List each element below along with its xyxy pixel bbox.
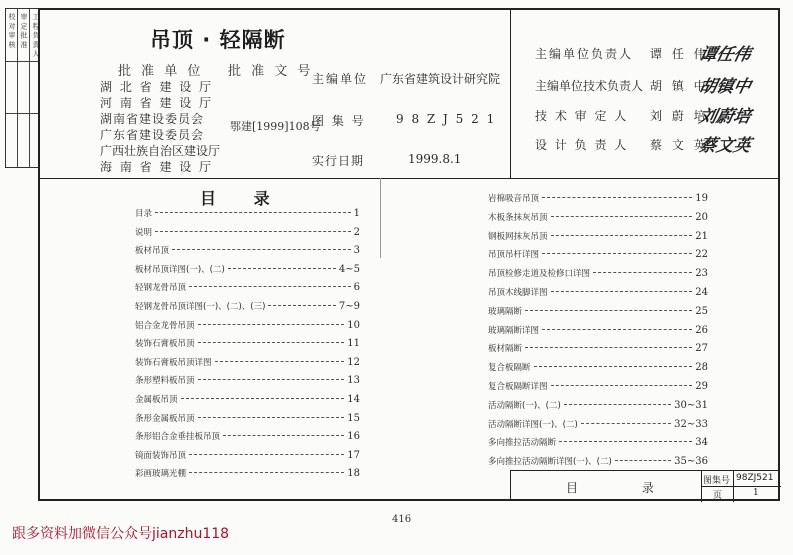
- toc-entry-page: 22: [695, 249, 708, 261]
- person-name: 蔡 文 英: [650, 138, 709, 152]
- tb-page-label: 页: [713, 491, 723, 501]
- toc-entry-title: 轻钢龙骨吊顶: [135, 283, 187, 294]
- toc-leader: [189, 472, 344, 473]
- toc-leader: [551, 291, 693, 292]
- toc-entry-title: 装饰石膏板吊顶: [135, 339, 195, 350]
- toc-entry-title: 板材吊顶详图(一)、(二): [135, 264, 225, 275]
- toc-leader: [189, 286, 351, 287]
- toc-leader: [525, 347, 692, 348]
- toc-entry-title: 条形金属板吊顶: [135, 413, 195, 424]
- toc-entry-page: 34: [695, 437, 708, 449]
- footer-note: 跟多资料加微信公众号jianzhu118: [12, 526, 230, 542]
- date-label: 实行日期: [312, 154, 365, 168]
- person-name: 刘 蔚 培: [650, 109, 709, 123]
- toc-entry-title: 说明: [135, 227, 153, 238]
- toc-entry: [488, 193, 708, 205]
- toc-entry: [135, 394, 360, 406]
- toc-entry: [488, 325, 708, 337]
- toc-entry-title: 目录: [135, 209, 153, 219]
- toc-entry-title: 轻钢龙骨吊顶详图(一)、(二)、(三): [135, 302, 266, 312]
- toc-leader: [155, 231, 351, 232]
- toc-entry: [135, 320, 360, 332]
- toc-entry: [135, 468, 360, 480]
- toc-entry-title: 玻璃隔断详图: [488, 325, 540, 336]
- toc-leader: [534, 366, 693, 367]
- toc-entry-page: 20: [695, 211, 708, 223]
- toc-entry: [135, 208, 360, 220]
- toc-leader: [268, 305, 335, 306]
- title-block: [510, 470, 780, 501]
- toc-leader: [564, 404, 671, 405]
- toc-leader: [542, 253, 692, 254]
- toc-entry: [488, 249, 708, 261]
- approval-unit: 湖 北 省 建 设 厅: [100, 80, 214, 94]
- strip-col-3: 工 程 负 责 人: [32, 13, 40, 57]
- toc-leader: [551, 216, 693, 217]
- approval-unit: 河 南 省 建 设 厅: [100, 96, 214, 110]
- toc-entry-page: 7~9: [338, 301, 360, 312]
- toc-entry-page: 29: [695, 381, 708, 392]
- toc-entry-page: 13: [347, 375, 360, 387]
- toc-leader: [542, 197, 692, 198]
- tb-atlas-label: 图集号: [703, 476, 731, 486]
- approval-unit: 广西壮族自治区建设厅: [100, 144, 221, 158]
- toc-entry-page: 1: [353, 208, 360, 219]
- toc-entry: [135, 413, 360, 425]
- toc-entry-title: 岩棉吸音吊顶: [488, 194, 540, 204]
- date-value: 1999.8.1: [408, 152, 462, 166]
- tb-divider: [701, 486, 781, 487]
- toc-entry: [135, 357, 360, 369]
- toc-entry-title: 多向推拉活动隔断详图(一)、(二): [488, 457, 612, 468]
- toc-entry: [488, 268, 708, 280]
- toc-entry-title: 复合板隔断: [488, 363, 531, 374]
- approval-doc-label: 批 准 文 号: [228, 64, 314, 79]
- toc-entry: [135, 227, 360, 239]
- toc-entry: [488, 419, 708, 431]
- header-divider: [38, 178, 780, 179]
- strip-col-2: 审 定 批 准: [20, 13, 28, 48]
- toc-leader: [181, 398, 345, 399]
- toc-entry-page: 10: [347, 319, 360, 331]
- toc-leader: [615, 460, 671, 461]
- signature: 胡镇中: [697, 77, 753, 97]
- atlas-value: 9 8 Z J 5 2 1: [396, 112, 497, 126]
- toc-entry-title: 吊顶检修走道及检修口详图: [488, 269, 591, 280]
- approval-unit: 海 南 省 建 设 厅: [100, 160, 214, 174]
- approval-unit: 广东省建设委员会: [100, 128, 205, 142]
- toc-entry-page: 21: [695, 230, 708, 242]
- toc-title: 目 录: [200, 189, 286, 208]
- toc-entry-page: 19: [695, 193, 708, 204]
- toc-leader: [581, 423, 671, 424]
- toc-entry-page: 4~5: [338, 263, 360, 275]
- toc-leader: [198, 417, 345, 418]
- toc-entry-page: 15: [347, 412, 360, 424]
- toc-entry-title: 钢板网抹灰吊顶: [488, 231, 548, 242]
- toc-entry-title: 吊顶木线脚详图: [488, 288, 548, 298]
- toc-entry-title: 金属板吊顶: [135, 395, 178, 405]
- toc-entry: [135, 264, 360, 276]
- toc-entry: [488, 381, 708, 393]
- toc-entry-page: 35~36: [674, 456, 708, 468]
- strip-col-1: 校 对 审 核: [8, 13, 16, 48]
- toc-leader: [551, 235, 693, 236]
- toc-entry-page: 16: [347, 431, 360, 443]
- toc-entry: [135, 301, 360, 313]
- toc-leader: [223, 435, 344, 436]
- toc-entry: [135, 338, 360, 350]
- toc-leader: [559, 441, 692, 442]
- toc-entry-page: 17: [347, 449, 360, 461]
- approval-unit-label: 批 准 单 位: [118, 64, 204, 79]
- side-approval-strip: [5, 8, 40, 168]
- toc-leader: [525, 310, 692, 311]
- toc-leader: [593, 272, 692, 273]
- tb-atlas-value: 98ZJ521: [736, 473, 774, 483]
- toc-entry-page: 3: [353, 245, 360, 257]
- title-block-label: 目 录: [566, 481, 684, 495]
- toc-leader: [551, 385, 693, 386]
- page-number: 416: [392, 514, 412, 525]
- toc-entry-page: 23: [695, 268, 708, 280]
- toc-leader: [155, 212, 351, 213]
- toc-entry: [135, 245, 360, 257]
- toc-entry: [488, 306, 708, 318]
- toc-leader: [198, 379, 345, 380]
- toc-entry-title: 吊顶吊杆详图: [488, 250, 540, 261]
- person-name: 胡 镇 中: [650, 79, 709, 93]
- role-design-lead: 设 计 负 责 人: [535, 138, 629, 152]
- toc-entry-page: 14: [347, 394, 360, 405]
- signature: 谭任伟: [697, 45, 753, 65]
- toc-entry-page: 27: [695, 343, 708, 355]
- toc-entry-page: 6: [353, 282, 360, 294]
- editor-label: 主编单位: [312, 72, 369, 86]
- toc-entry-title: 活动隔断详图(一)、(二): [488, 419, 578, 430]
- signature: 刘蔚培: [697, 107, 753, 127]
- toc-entry-title: 板材隔断: [488, 344, 523, 355]
- toc-entry: [488, 456, 708, 468]
- toc-entry-page: 12: [347, 356, 360, 368]
- toc-entry: [488, 343, 708, 355]
- toc-entry: [488, 287, 708, 299]
- role-tech-review: 技 术 审 定 人: [535, 109, 629, 123]
- toc-leader: [542, 329, 692, 330]
- toc-entry: [488, 212, 708, 224]
- toc-leader: [198, 342, 345, 343]
- toc-entry-page: 32~33: [674, 418, 708, 430]
- toc-entry: [135, 431, 360, 443]
- toc-entry-title: 玻璃隔断: [488, 306, 523, 317]
- toc-entry-title: 彩画玻璃光棚: [135, 469, 187, 480]
- toc-leader: [198, 324, 345, 325]
- person-name: 谭 任 伟: [650, 47, 709, 61]
- toc-entry-title: 板材吊顶: [135, 246, 170, 257]
- atlas-label: 图 集 号: [312, 114, 366, 128]
- toc-entry-title: 装饰石膏板吊顶详图: [135, 357, 212, 368]
- toc-leader: [189, 454, 344, 455]
- role-tech-chief: 主编单位技术负责人: [535, 79, 644, 93]
- toc-entry-page: 18: [347, 468, 360, 480]
- approval-doc-number: 鄂建[1999]108号: [230, 120, 321, 133]
- toc-entry-page: 11: [347, 338, 360, 350]
- toc-leader: [172, 249, 351, 250]
- toc-entry-title: 活动隔断(一)、(二): [488, 400, 561, 411]
- role-chief-unit: 主编单位负责人: [535, 47, 634, 61]
- page-title: 吊顶 · 轻隔断: [150, 28, 286, 52]
- toc-entry: [488, 400, 708, 412]
- toc-entry-title: 复合板隔断详图: [488, 382, 548, 392]
- signature: 蔡文英: [697, 136, 753, 156]
- toc-entry: [135, 282, 360, 294]
- editor-value: 广东省建筑设计研究院: [380, 72, 501, 86]
- tb-page-value: 1: [753, 488, 759, 498]
- approval-unit: 湖南省建设委员会: [100, 112, 205, 126]
- toc-entry: [135, 375, 360, 387]
- toc-entry-title: 多向推拉活动隔断: [488, 438, 557, 449]
- toc-leader: [215, 361, 345, 362]
- header-vertical-divider: [510, 8, 511, 178]
- toc-leader: [228, 268, 336, 269]
- toc-entry-page: 25: [695, 305, 708, 317]
- toc-entry-page: 2: [353, 226, 360, 238]
- toc-entry: [488, 231, 708, 243]
- toc-entry-title: 条形铝合金垂挂板吊顶: [135, 432, 221, 443]
- toc-entry-title: 镜面装饰吊顶: [135, 450, 187, 461]
- toc-entry-page: 30~31: [674, 399, 708, 411]
- toc-entry: [488, 437, 708, 449]
- toc-entry: [135, 450, 360, 462]
- scan-mark: [380, 178, 381, 258]
- toc-entry-title: 条形塑料板吊顶: [135, 376, 195, 387]
- toc-entry-page: 26: [695, 324, 708, 336]
- toc-entry-title: 铝合金龙骨吊顶: [135, 320, 195, 331]
- toc-entry-title: 木板条抹灰吊顶: [488, 212, 548, 223]
- toc-entry: [488, 362, 708, 374]
- toc-entry-page: 24: [695, 287, 708, 298]
- toc-entry-page: 28: [695, 362, 708, 374]
